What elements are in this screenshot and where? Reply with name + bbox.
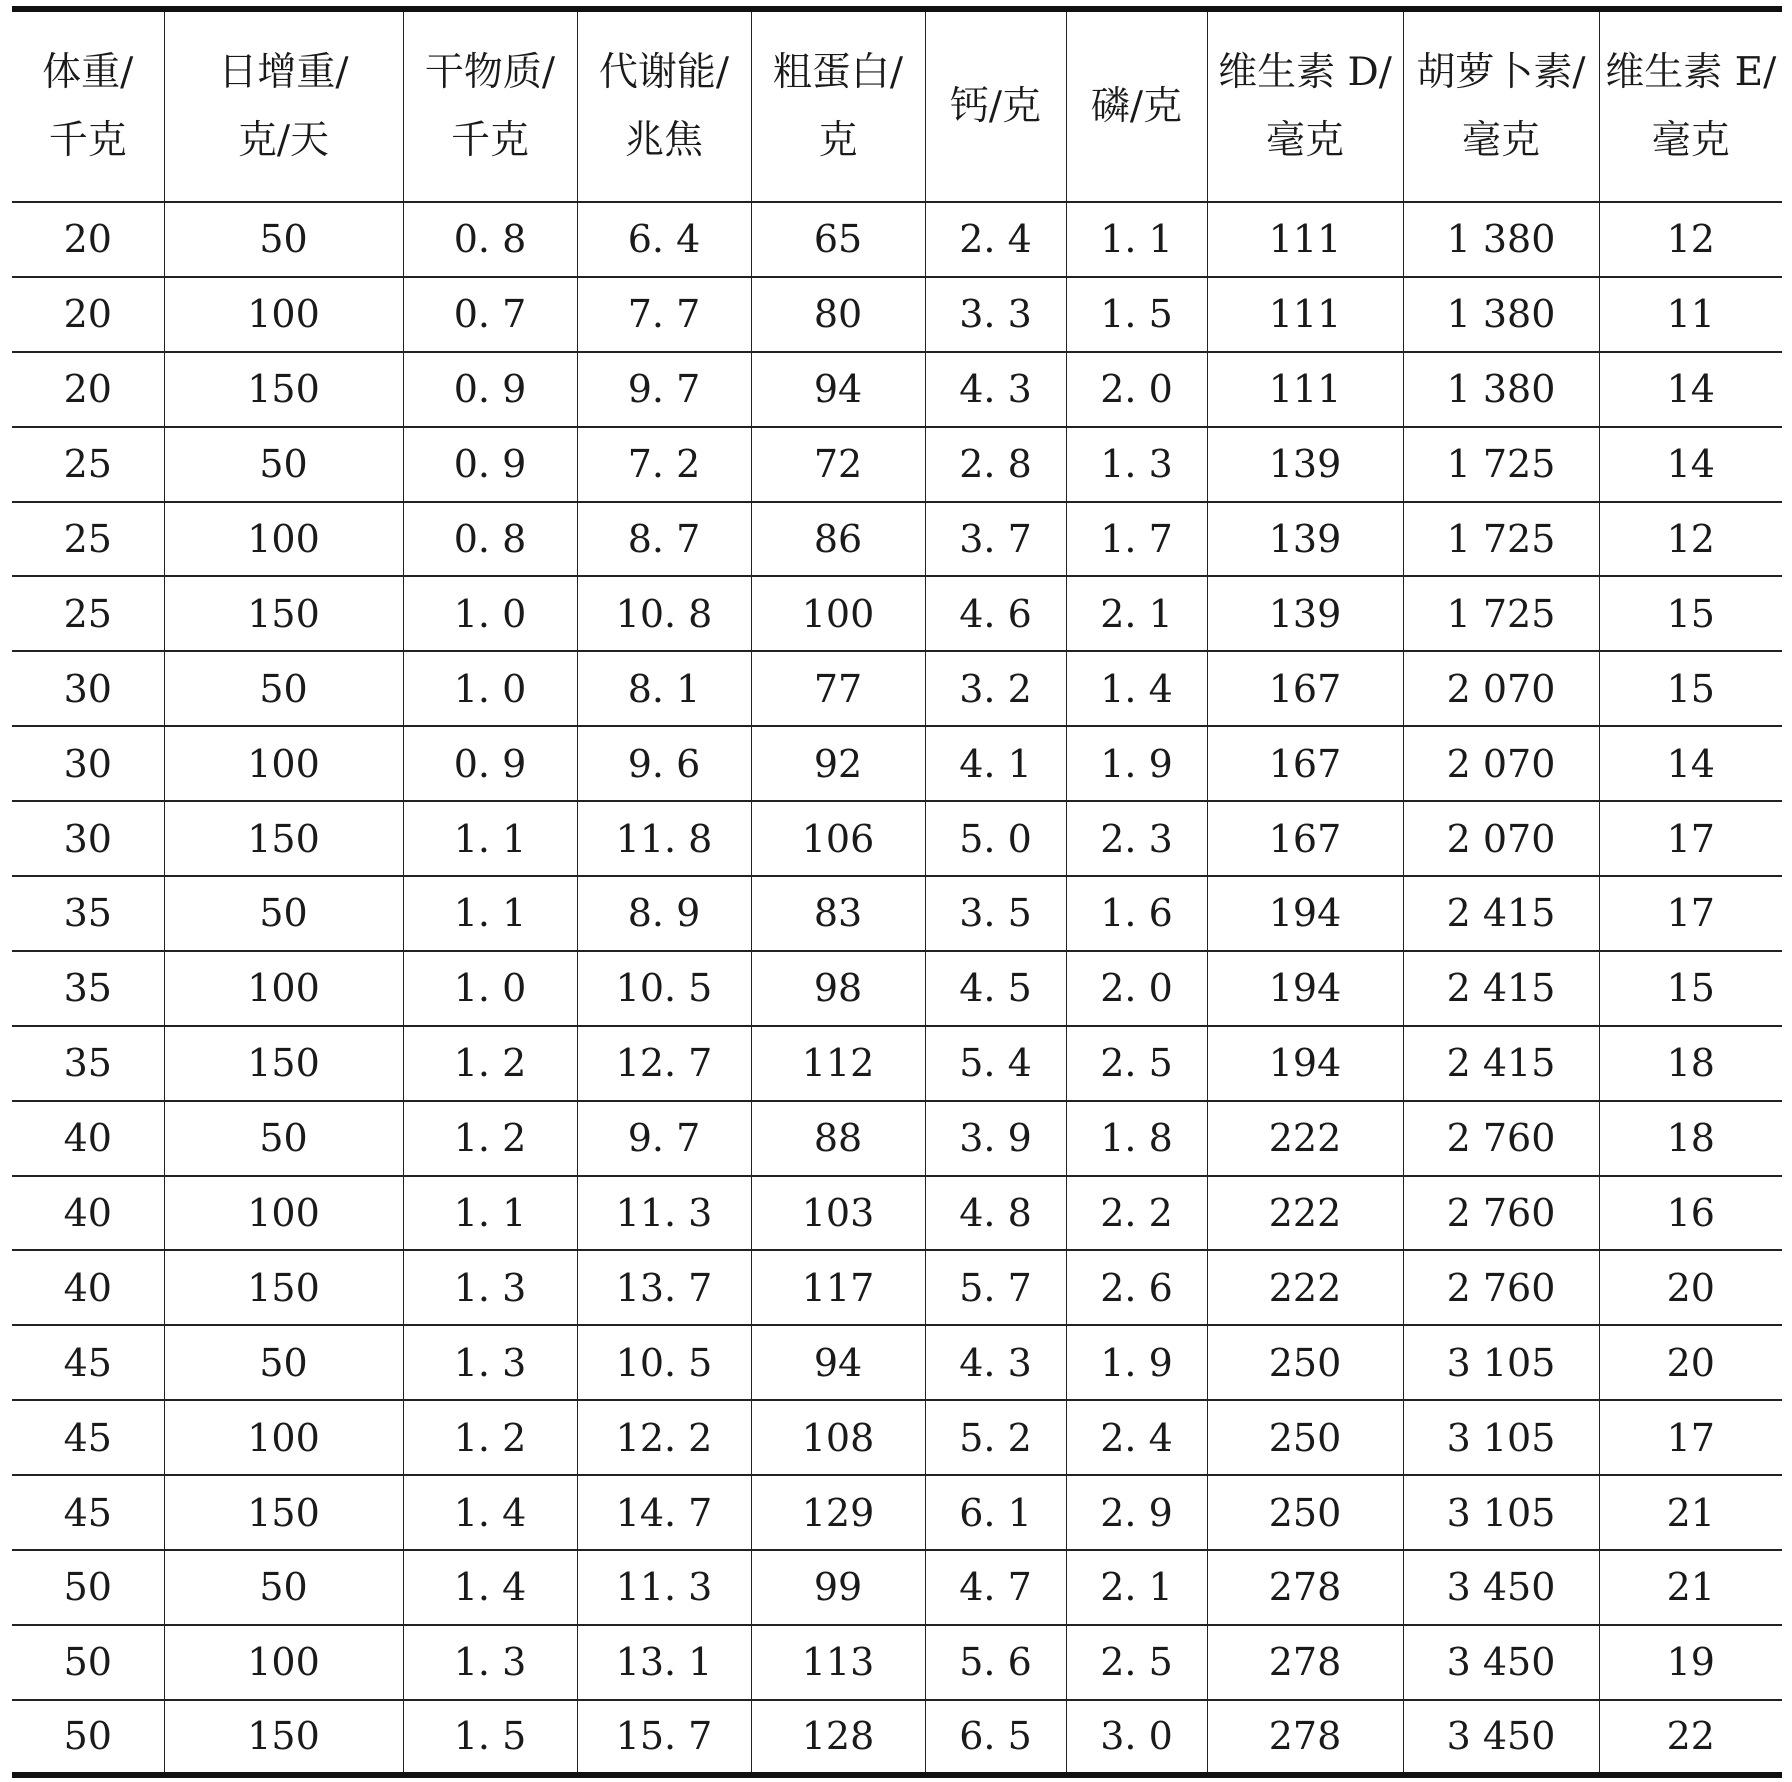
table-row bbox=[12, 352, 1782, 427]
table-cell: 6. 4 bbox=[577, 202, 751, 277]
table-cell: 2 760 bbox=[1403, 1176, 1599, 1251]
table-cell: 3. 2 bbox=[925, 651, 1066, 726]
header-text: 磷/克 bbox=[1090, 83, 1183, 129]
table-cell: 194 bbox=[1207, 951, 1403, 1026]
table-cell: 278 bbox=[1207, 1700, 1403, 1775]
table-cell: 0. 8 bbox=[403, 502, 577, 577]
table-cell: 2 070 bbox=[1403, 651, 1599, 726]
table-cell: 2. 8 bbox=[925, 427, 1066, 502]
table-cell: 50 bbox=[164, 427, 403, 502]
table-cell: 18 bbox=[1599, 1101, 1782, 1176]
table-cell: 8. 9 bbox=[577, 876, 751, 951]
table-cell: 1. 3 bbox=[403, 1625, 577, 1700]
table-cell: 167 bbox=[1207, 726, 1403, 801]
table-cell: 3. 0 bbox=[1066, 1700, 1207, 1775]
table-cell: 1. 9 bbox=[1066, 1325, 1207, 1400]
table-row bbox=[12, 202, 1782, 277]
table-cell: 18 bbox=[1599, 1026, 1782, 1101]
table-cell: 4. 5 bbox=[925, 951, 1066, 1026]
table-cell: 117 bbox=[751, 1250, 925, 1325]
table-row bbox=[12, 726, 1782, 801]
table-cell: 100 bbox=[164, 951, 403, 1026]
table-cell: 20 bbox=[12, 202, 164, 277]
table-cell: 3 450 bbox=[1403, 1625, 1599, 1700]
table-cell: 40 bbox=[12, 1176, 164, 1251]
carotene-header bbox=[1403, 9, 1599, 202]
table-cell: 35 bbox=[12, 876, 164, 951]
header-text: 钙/克 bbox=[949, 83, 1042, 129]
table-cell: 1. 3 bbox=[403, 1250, 577, 1325]
table-cell: 2 760 bbox=[1403, 1101, 1599, 1176]
header-text: 兆焦 bbox=[624, 117, 703, 163]
table-cell: 139 bbox=[1207, 427, 1403, 502]
table-cell: 12. 2 bbox=[577, 1400, 751, 1475]
table-cell: 8. 1 bbox=[577, 651, 751, 726]
table-cell: 150 bbox=[164, 1250, 403, 1325]
table-row bbox=[12, 801, 1782, 876]
table-cell: 21 bbox=[1599, 1550, 1782, 1625]
table-cell: 150 bbox=[164, 801, 403, 876]
table-cell: 100 bbox=[164, 277, 403, 352]
table-cell: 4. 8 bbox=[925, 1176, 1066, 1251]
table-cell: 1. 0 bbox=[403, 576, 577, 651]
table-cell: 1. 2 bbox=[403, 1026, 577, 1101]
table-cell: 12. 7 bbox=[577, 1026, 751, 1101]
table-cell: 100 bbox=[164, 502, 403, 577]
table-cell: 98 bbox=[751, 951, 925, 1026]
table-cell: 11. 3 bbox=[577, 1550, 751, 1625]
table-row bbox=[12, 427, 1782, 502]
table-row bbox=[12, 1625, 1782, 1700]
table-cell: 1. 7 bbox=[1066, 502, 1207, 577]
table-cell: 50 bbox=[164, 202, 403, 277]
table-cell: 1. 4 bbox=[1066, 651, 1207, 726]
table-cell: 50 bbox=[12, 1550, 164, 1625]
table-cell: 30 bbox=[12, 801, 164, 876]
header-text: 维生素 D/ bbox=[1218, 49, 1392, 95]
table-cell: 14. 7 bbox=[577, 1475, 751, 1550]
table-cell: 2. 4 bbox=[1066, 1400, 1207, 1475]
table-cell: 108 bbox=[751, 1400, 925, 1475]
table-cell: 3. 5 bbox=[925, 876, 1066, 951]
header-text: 粗蛋白/ bbox=[772, 49, 904, 95]
table-cell: 1. 1 bbox=[403, 1176, 577, 1251]
table-row bbox=[12, 277, 1782, 352]
table-cell: 1. 3 bbox=[1066, 427, 1207, 502]
table-cell: 4. 6 bbox=[925, 576, 1066, 651]
table-row bbox=[12, 1101, 1782, 1176]
table-cell: 12 bbox=[1599, 502, 1782, 577]
table-row bbox=[12, 1550, 1782, 1625]
table-cell: 50 bbox=[164, 651, 403, 726]
table-cell: 19 bbox=[1599, 1625, 1782, 1700]
table-cell: 40 bbox=[12, 1101, 164, 1176]
table-cell: 20 bbox=[1599, 1325, 1782, 1400]
table-cell: 1. 2 bbox=[403, 1400, 577, 1475]
table-cell: 0. 9 bbox=[403, 726, 577, 801]
table-cell: 1. 9 bbox=[1066, 726, 1207, 801]
table-cell: 2. 5 bbox=[1066, 1625, 1207, 1700]
table-cell: 111 bbox=[1207, 202, 1403, 277]
table-cell: 2 070 bbox=[1403, 726, 1599, 801]
table-cell: 139 bbox=[1207, 576, 1403, 651]
table-cell: 1 725 bbox=[1403, 427, 1599, 502]
table-row bbox=[12, 651, 1782, 726]
table-row bbox=[12, 1250, 1782, 1325]
table-cell: 25 bbox=[12, 502, 164, 577]
table-cell: 7. 2 bbox=[577, 427, 751, 502]
table-cell: 15. 7 bbox=[577, 1700, 751, 1775]
table-row bbox=[12, 1026, 1782, 1101]
table-cell: 2. 1 bbox=[1066, 576, 1207, 651]
header-text: 克 bbox=[818, 117, 858, 163]
table-cell: 1. 5 bbox=[403, 1700, 577, 1775]
table-row bbox=[12, 1176, 1782, 1251]
table-cell: 3 450 bbox=[1403, 1550, 1599, 1625]
table-cell: 2. 9 bbox=[1066, 1475, 1207, 1550]
table-cell: 1. 1 bbox=[403, 801, 577, 876]
table-row bbox=[12, 951, 1782, 1026]
header-text: 毫克 bbox=[1461, 117, 1540, 163]
table-cell: 3. 3 bbox=[925, 277, 1066, 352]
table-row bbox=[12, 1700, 1782, 1775]
table-cell: 13. 1 bbox=[577, 1625, 751, 1700]
table-cell: 80 bbox=[751, 277, 925, 352]
header-text: 千克 bbox=[450, 117, 529, 163]
table-cell: 20 bbox=[12, 352, 164, 427]
table-cell: 16 bbox=[1599, 1176, 1782, 1251]
daily-gain-header bbox=[164, 9, 403, 202]
table-cell: 17 bbox=[1599, 876, 1782, 951]
table-cell: 111 bbox=[1207, 277, 1403, 352]
crude-protein-header bbox=[751, 9, 925, 202]
header-text: 克/天 bbox=[237, 117, 330, 163]
table-cell: 2 415 bbox=[1403, 951, 1599, 1026]
header-text: 毫克 bbox=[1651, 117, 1730, 163]
table-cell: 278 bbox=[1207, 1625, 1403, 1700]
table-cell: 2 415 bbox=[1403, 1026, 1599, 1101]
table-cell: 2 415 bbox=[1403, 876, 1599, 951]
table-cell: 12 bbox=[1599, 202, 1782, 277]
table-cell: 25 bbox=[12, 427, 164, 502]
table-cell: 150 bbox=[164, 576, 403, 651]
table-cell: 1 725 bbox=[1403, 576, 1599, 651]
table-cell: 5. 6 bbox=[925, 1625, 1066, 1700]
table-cell: 1. 4 bbox=[403, 1475, 577, 1550]
table-cell: 113 bbox=[751, 1625, 925, 1700]
table-cell: 103 bbox=[751, 1176, 925, 1251]
table-cell: 150 bbox=[164, 1026, 403, 1101]
table-cell: 194 bbox=[1207, 1026, 1403, 1101]
table-cell: 1. 4 bbox=[403, 1550, 577, 1625]
table-cell: 4. 3 bbox=[925, 1325, 1066, 1400]
calcium-header bbox=[925, 9, 1066, 202]
vitamin-e-header bbox=[1599, 9, 1782, 202]
table-row bbox=[12, 1400, 1782, 1475]
table-cell: 129 bbox=[751, 1475, 925, 1550]
table-cell: 1. 2 bbox=[403, 1101, 577, 1176]
table-cell: 1. 1 bbox=[403, 876, 577, 951]
table-cell: 2. 3 bbox=[1066, 801, 1207, 876]
table-cell: 94 bbox=[751, 1325, 925, 1400]
table-cell: 7. 7 bbox=[577, 277, 751, 352]
table-cell: 1 380 bbox=[1403, 352, 1599, 427]
table-cell: 15 bbox=[1599, 576, 1782, 651]
table-cell: 3 105 bbox=[1403, 1475, 1599, 1550]
metabolizable-energy-header bbox=[577, 9, 751, 202]
table-cell: 2. 1 bbox=[1066, 1550, 1207, 1625]
table-cell: 50 bbox=[164, 1325, 403, 1400]
table-cell: 45 bbox=[12, 1400, 164, 1475]
table-cell: 9. 7 bbox=[577, 352, 751, 427]
header-row bbox=[12, 9, 1782, 202]
table-cell: 50 bbox=[12, 1625, 164, 1700]
table-cell: 2. 5 bbox=[1066, 1026, 1207, 1101]
table-cell: 100 bbox=[164, 1400, 403, 1475]
table-row bbox=[12, 1325, 1782, 1400]
table-row bbox=[12, 576, 1782, 651]
table-cell: 45 bbox=[12, 1475, 164, 1550]
table-cell: 2 070 bbox=[1403, 801, 1599, 876]
table-cell: 9. 6 bbox=[577, 726, 751, 801]
table-cell: 100 bbox=[751, 576, 925, 651]
table-cell: 3. 7 bbox=[925, 502, 1066, 577]
table-cell: 1. 1 bbox=[1066, 202, 1207, 277]
table-cell: 50 bbox=[12, 1700, 164, 1775]
table-cell: 167 bbox=[1207, 801, 1403, 876]
table-cell: 2. 4 bbox=[925, 202, 1066, 277]
table-cell: 50 bbox=[164, 1101, 403, 1176]
table-cell: 0. 9 bbox=[403, 352, 577, 427]
table-cell: 250 bbox=[1207, 1325, 1403, 1400]
table-cell: 40 bbox=[12, 1250, 164, 1325]
table-cell: 83 bbox=[751, 876, 925, 951]
table-cell: 86 bbox=[751, 502, 925, 577]
table-cell: 17 bbox=[1599, 801, 1782, 876]
table-cell: 1. 6 bbox=[1066, 876, 1207, 951]
table-cell: 30 bbox=[12, 651, 164, 726]
table-cell: 45 bbox=[12, 1325, 164, 1400]
table-cell: 14 bbox=[1599, 726, 1782, 801]
table-cell: 2 760 bbox=[1403, 1250, 1599, 1325]
table-cell: 250 bbox=[1207, 1475, 1403, 1550]
table-cell: 1 380 bbox=[1403, 277, 1599, 352]
table-cell: 100 bbox=[164, 1625, 403, 1700]
table-cell: 150 bbox=[164, 1475, 403, 1550]
table-cell: 222 bbox=[1207, 1250, 1403, 1325]
table-cell: 112 bbox=[751, 1026, 925, 1101]
table-cell: 5. 4 bbox=[925, 1026, 1066, 1101]
table-cell: 20 bbox=[12, 277, 164, 352]
table-cell: 1 725 bbox=[1403, 502, 1599, 577]
table-cell: 0. 7 bbox=[403, 277, 577, 352]
weight-header bbox=[12, 9, 164, 202]
table-cell: 150 bbox=[164, 1700, 403, 1775]
table-cell: 1. 8 bbox=[1066, 1101, 1207, 1176]
table-cell: 5. 0 bbox=[925, 801, 1066, 876]
table-row bbox=[12, 1475, 1782, 1550]
table-row bbox=[12, 502, 1782, 577]
table-cell: 0. 9 bbox=[403, 427, 577, 502]
table-cell: 194 bbox=[1207, 876, 1403, 951]
table-cell: 1 380 bbox=[1403, 202, 1599, 277]
table-cell: 20 bbox=[1599, 1250, 1782, 1325]
table-cell: 35 bbox=[12, 951, 164, 1026]
table-cell: 14 bbox=[1599, 427, 1782, 502]
phosphorus-header bbox=[1066, 9, 1207, 202]
table-cell: 14 bbox=[1599, 352, 1782, 427]
table-cell: 50 bbox=[164, 876, 403, 951]
nutrition-requirements-table bbox=[12, 6, 1782, 1778]
header-text: 干物质/ bbox=[424, 49, 556, 95]
table-cell: 5. 7 bbox=[925, 1250, 1066, 1325]
table-row bbox=[12, 876, 1782, 951]
header-text: 毫克 bbox=[1265, 117, 1344, 163]
table-cell: 3 105 bbox=[1403, 1325, 1599, 1400]
table-cell: 25 bbox=[12, 576, 164, 651]
table-cell: 21 bbox=[1599, 1475, 1782, 1550]
table-cell: 100 bbox=[164, 726, 403, 801]
table-cell: 3. 9 bbox=[925, 1101, 1066, 1176]
table-cell: 2. 2 bbox=[1066, 1176, 1207, 1251]
table-cell: 17 bbox=[1599, 1400, 1782, 1475]
table-cell: 4. 1 bbox=[925, 726, 1066, 801]
table-cell: 77 bbox=[751, 651, 925, 726]
nutrition-requirements-table-container bbox=[12, 6, 1782, 1778]
header-text: 体重/ bbox=[42, 49, 134, 95]
table-cell: 50 bbox=[164, 1550, 403, 1625]
table-cell: 167 bbox=[1207, 651, 1403, 726]
table-cell: 222 bbox=[1207, 1101, 1403, 1176]
vitamin-d-header bbox=[1207, 9, 1403, 202]
table-cell: 1. 0 bbox=[403, 951, 577, 1026]
table-cell: 106 bbox=[751, 801, 925, 876]
table-cell: 3 450 bbox=[1403, 1700, 1599, 1775]
table-cell: 10. 8 bbox=[577, 576, 751, 651]
table-cell: 72 bbox=[751, 427, 925, 502]
table-cell: 99 bbox=[751, 1550, 925, 1625]
table-cell: 35 bbox=[12, 1026, 164, 1101]
table-cell: 2. 0 bbox=[1066, 951, 1207, 1026]
table-cell: 222 bbox=[1207, 1176, 1403, 1251]
table-cell: 30 bbox=[12, 726, 164, 801]
table-cell: 2. 6 bbox=[1066, 1250, 1207, 1325]
table-cell: 0. 8 bbox=[403, 202, 577, 277]
table-cell: 94 bbox=[751, 352, 925, 427]
table-cell: 10. 5 bbox=[577, 951, 751, 1026]
table-cell: 128 bbox=[751, 1700, 925, 1775]
table-cell: 11. 3 bbox=[577, 1176, 751, 1251]
table-cell: 111 bbox=[1207, 352, 1403, 427]
table-cell: 6. 5 bbox=[925, 1700, 1066, 1775]
table-cell: 10. 5 bbox=[577, 1325, 751, 1400]
table-cell: 13. 7 bbox=[577, 1250, 751, 1325]
header-text: 胡萝卜素/ bbox=[1416, 49, 1586, 95]
table-cell: 1. 3 bbox=[403, 1325, 577, 1400]
table-cell: 100 bbox=[164, 1176, 403, 1251]
table-cell: 3 105 bbox=[1403, 1400, 1599, 1475]
header-text: 维生素 E/ bbox=[1605, 49, 1777, 95]
dry-matter-header bbox=[403, 9, 577, 202]
table-cell: 2. 0 bbox=[1066, 352, 1207, 427]
table-cell: 11. 8 bbox=[577, 801, 751, 876]
table-cell: 8. 7 bbox=[577, 502, 751, 577]
table-cell: 11 bbox=[1599, 277, 1782, 352]
table-cell: 92 bbox=[751, 726, 925, 801]
table-cell: 15 bbox=[1599, 651, 1782, 726]
header-text: 代谢能/ bbox=[598, 49, 730, 95]
table-cell: 15 bbox=[1599, 951, 1782, 1026]
table-cell: 22 bbox=[1599, 1700, 1782, 1775]
table-cell: 1. 0 bbox=[403, 651, 577, 726]
table-cell: 278 bbox=[1207, 1550, 1403, 1625]
table-body bbox=[12, 202, 1782, 1775]
table-cell: 65 bbox=[751, 202, 925, 277]
table-cell: 150 bbox=[164, 352, 403, 427]
table-cell: 4. 7 bbox=[925, 1550, 1066, 1625]
table-cell: 1. 5 bbox=[1066, 277, 1207, 352]
table-cell: 250 bbox=[1207, 1400, 1403, 1475]
table-cell: 9. 7 bbox=[577, 1101, 751, 1176]
header-text: 日增重/ bbox=[218, 49, 349, 95]
table-cell: 4. 3 bbox=[925, 352, 1066, 427]
table-cell: 5. 2 bbox=[925, 1400, 1066, 1475]
table-cell: 139 bbox=[1207, 502, 1403, 577]
table-cell: 88 bbox=[751, 1101, 925, 1176]
header-text: 千克 bbox=[48, 117, 127, 163]
table-cell: 6. 1 bbox=[925, 1475, 1066, 1550]
